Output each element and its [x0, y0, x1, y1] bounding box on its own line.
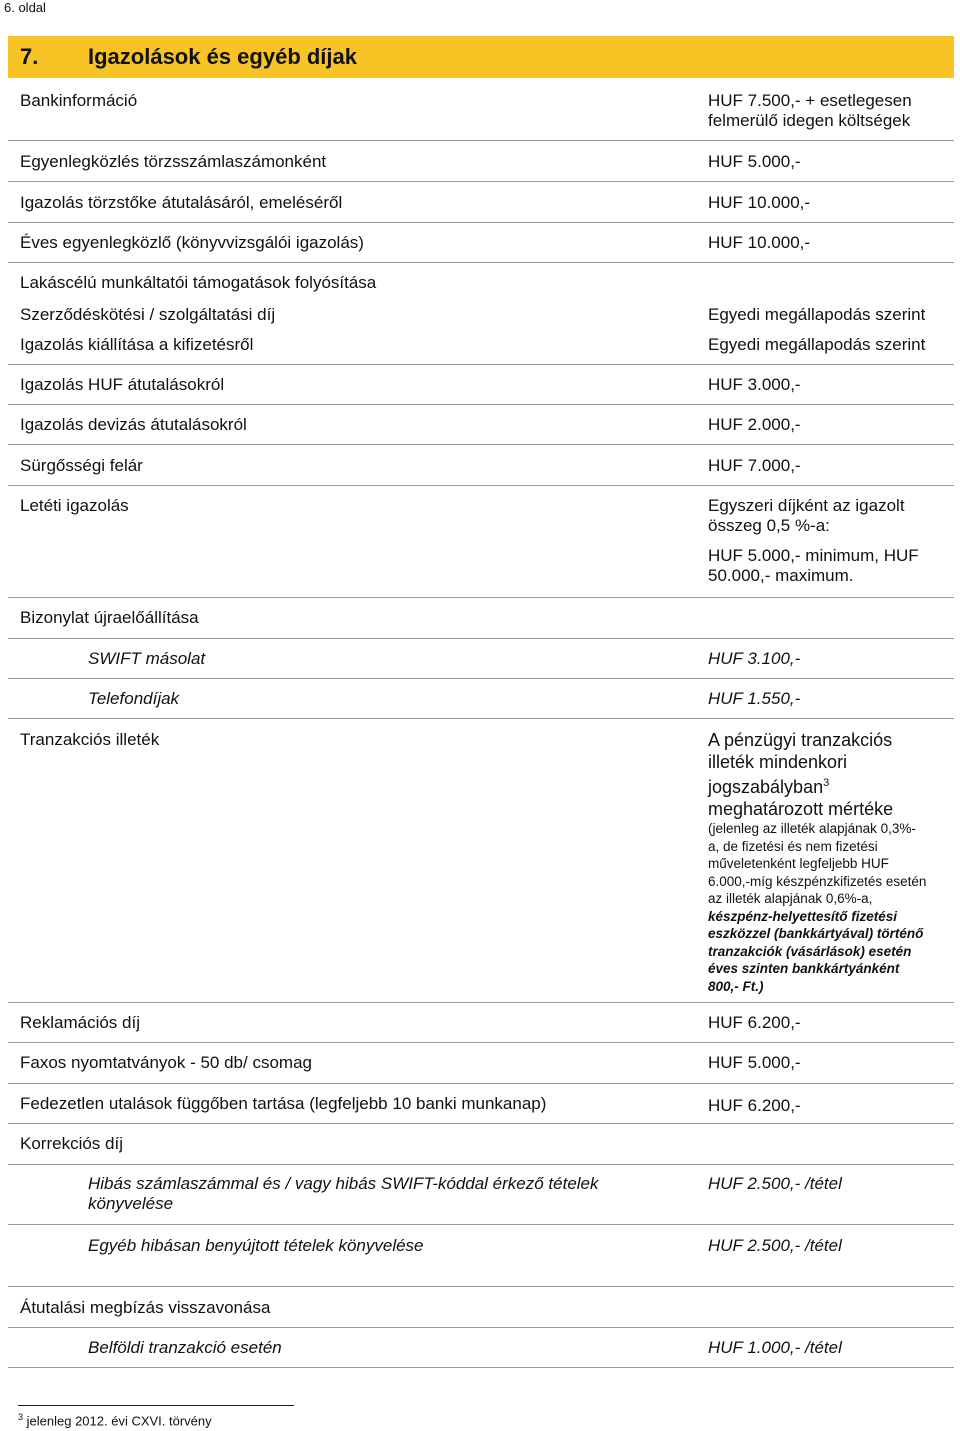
- fee-sublabel: Igazolás kiállítása a kifizetésről: [20, 335, 254, 354]
- section-number: 7.: [20, 44, 39, 69]
- fee-label: Sürgősségi felár: [20, 456, 143, 475]
- row-divider: [8, 1164, 954, 1165]
- row-divider: [8, 222, 954, 223]
- fee-value: HUF 10.000,-: [708, 193, 811, 212]
- fee-sublabel: SWIFT másolat: [88, 649, 206, 668]
- fee-label: Lakáscélú munkáltatói támogatások folyósítása: [20, 273, 377, 292]
- fee-note-line: 800,- Ft.): [708, 978, 764, 994]
- row-divider: [8, 678, 954, 679]
- fee-value-line: felmerülő idegen költségek: [708, 111, 911, 130]
- fee-label: Igazolás HUF átutalásokról: [20, 375, 225, 394]
- row-divider: [8, 140, 954, 141]
- fee-value-line: összeg 0,5 %-a:: [708, 516, 830, 535]
- fee-sublabel: Egyéb hibásan benyújtott tételek könyvelése: [88, 1236, 424, 1255]
- fee-value: [708, 496, 958, 586]
- row-divider: [8, 1224, 954, 1225]
- fee-value: [708, 730, 960, 995]
- fee-note-line: a, de fizetési és nem fizetési: [708, 838, 878, 854]
- fee-note-line: tranzakciók (vásárlások) esetén: [708, 943, 912, 959]
- fee-value: [708, 91, 958, 131]
- section-title: Igazolások és egyéb díjak: [88, 44, 358, 69]
- fee-value-line: meghatározott mértéke: [708, 798, 894, 819]
- row-divider: [8, 1367, 954, 1368]
- row-divider: [8, 444, 954, 445]
- fee-label: Éves egyenlegközlő (könyvvizsgálói igazolás): [20, 233, 364, 252]
- fee-label: Letéti igazolás: [20, 496, 129, 515]
- fee-value-line: [708, 773, 960, 799]
- row-divider: [8, 638, 954, 639]
- fee-note-line: műveletenként legfeljebb HUF: [708, 856, 889, 871]
- fee-value: HUF 2.000,-: [708, 415, 801, 434]
- row-divider: [8, 1083, 954, 1084]
- row-divider: [8, 1002, 954, 1003]
- fee-label: Átutalási megbízás visszavonása: [20, 1298, 271, 1317]
- fee-note-line: (jelenleg az illeték alapjának 0,3%-: [708, 821, 916, 836]
- row-divider: [8, 364, 954, 365]
- row-divider: [8, 404, 954, 405]
- fee-value-line: HUF 7.500,- + esetlegesen: [708, 91, 912, 110]
- fee-value-text: jogszabályban: [708, 777, 824, 797]
- fee-value: HUF 5.000,-: [708, 152, 801, 171]
- fee-value: Egyedi megállapodás szerint: [708, 305, 926, 324]
- fee-value: HUF 6.200,-: [708, 1013, 801, 1032]
- fee-value: HUF 5.000,-: [708, 1053, 801, 1072]
- fee-value-line: HUF 5.000,- minimum, HUF: [708, 546, 919, 565]
- fee-sublabel: Telefondíjak: [88, 689, 180, 708]
- fee-sublabel: Belföldi tranzakció esetén: [88, 1338, 282, 1357]
- fee-note-line: 6.000,-míg készpénzkifizetés esetén: [708, 873, 927, 889]
- footnote: [18, 1412, 212, 1428]
- fee-value: Egyedi megállapodás szerint: [708, 335, 926, 354]
- fee-label: Tranzakciós illeték: [20, 730, 160, 749]
- fee-sublabel-line: Hibás számlaszámmal és / vagy hibás SWIFT-kóddal érkező tételek: [88, 1174, 599, 1193]
- fee-value: HUF 1.550,-: [708, 689, 801, 708]
- row-divider: [8, 181, 954, 182]
- fee-sublabel: Szerződéskötési / szolgáltatási díj: [20, 305, 276, 324]
- fee-value: HUF 7.000,-: [708, 456, 801, 475]
- fee-label: Bizonylat újraelőállítása: [20, 608, 199, 627]
- section-header: [8, 36, 954, 78]
- fee-note-line: eszközzel (bankkártyával) történő: [708, 926, 924, 941]
- fee-value: HUF 2.500,- /tétel: [708, 1236, 842, 1255]
- row-divider: [8, 485, 954, 486]
- fee-label: Korrekciós díj: [20, 1134, 123, 1153]
- row-divider: [8, 718, 954, 719]
- fee-value-line: 50.000,- maximum.: [708, 566, 854, 585]
- fee-label: Egyenlegközlés törzsszámlaszámonként: [20, 152, 327, 171]
- row-divider: [8, 262, 954, 263]
- fee-label: Reklamációs díj: [20, 1013, 140, 1032]
- row-divider: [8, 1123, 954, 1124]
- fee-note-line: készpénz-helyettesítő fizetési: [708, 908, 898, 924]
- fee-value: HUF 3.100,-: [708, 649, 801, 668]
- fee-value: HUF 1.000,- /tétel: [708, 1338, 842, 1357]
- fee-value: HUF 10.000,-: [708, 233, 811, 252]
- fee-value-line: illeték mindenkori: [708, 751, 848, 772]
- row-divider: [8, 597, 954, 598]
- fee-value: HUF 6.200,-: [708, 1096, 801, 1115]
- fee-note-line: az illeték alapjának 0,6%-a,: [708, 891, 873, 906]
- fee-value: HUF 3.000,-: [708, 375, 801, 394]
- fee-label: Bankinformáció: [20, 91, 138, 110]
- fee-value-line: A pénzügyi tranzakciós: [708, 730, 893, 750]
- row-divider: [8, 1042, 954, 1043]
- fee-label: Igazolás törzstőke átutalásáról, emeléséről: [20, 193, 343, 212]
- fee-label: Fedezetlen utalások függőben tartása (legfeljebb 10 banki munkanap): [20, 1094, 547, 1113]
- row-divider: [8, 1286, 954, 1287]
- footnote-separator: [18, 1405, 294, 1406]
- row-divider: [8, 1327, 954, 1328]
- fee-label: Igazolás devizás átutalásokról: [20, 415, 247, 434]
- fee-sublabel: [88, 1174, 668, 1214]
- page-label: 6. oldal: [4, 0, 46, 15]
- footnote-text: jelenleg 2012. évi CXVI. törvény: [26, 1413, 212, 1429]
- fee-value-line: Egyszeri díjként az igazolt: [708, 496, 905, 515]
- footnote-ref: 3: [823, 777, 830, 789]
- fee-label: Faxos nyomtatványok - 50 db/ csomag: [20, 1053, 312, 1072]
- footnote-mark: 3: [18, 1412, 24, 1422]
- fee-value: HUF 2.500,- /tétel: [708, 1174, 842, 1193]
- fee-sublabel-line: könyvelése: [88, 1194, 174, 1213]
- fee-note-line: éves szinten bankkártyánként: [708, 961, 900, 976]
